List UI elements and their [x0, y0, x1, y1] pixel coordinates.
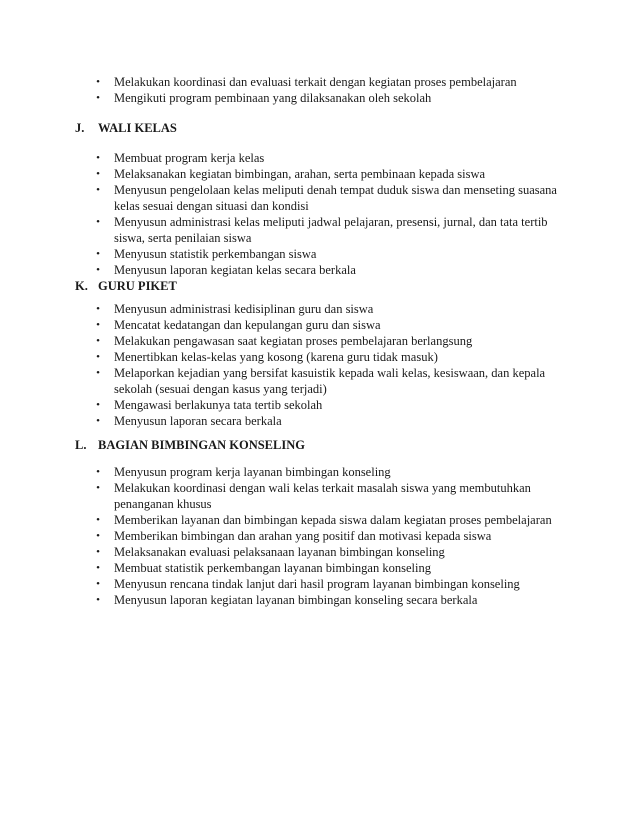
intro-list — [0, 74, 638, 106]
section-heading-guru-piket — [0, 278, 638, 294]
section-list-bimbingan-konseling — [0, 464, 638, 608]
bullet-icon: • — [96, 466, 100, 478]
list-item-text: Mengikuti program pembinaan yang dilaksanakan oleh sekolah — [114, 91, 432, 105]
list-item-text: Menyusun rencana tindak lanjut dari hasil program layanan bimbingan konseling — [114, 577, 520, 591]
section-letter: K. — [75, 279, 88, 293]
list-item-text: Menertibkan kelas-kelas yang kosong (karena guru tidak masuk) — [114, 350, 438, 364]
list-item-text: Menyusun administrasi kelas meliputi jadwal pelajaran, presensi, jurnal, dan tata tertib siswa, serta penilaian siswa — [114, 215, 548, 245]
list-item-text: Melaksanakan evaluasi pelaksanaan layanan bimbingan konseling — [114, 545, 445, 559]
list-item — [0, 349, 638, 365]
bullet-icon: • — [96, 594, 100, 606]
list-item-text: Memberikan bimbingan dan arahan yang positif dan motivasi kepada siswa — [114, 529, 492, 543]
list-item-text: Menyusun statistik perkembangan siswa — [114, 247, 317, 261]
section-heading-bimbingan-konseling — [0, 437, 638, 453]
list-item — [0, 576, 638, 592]
list-item-text: Membuat program kerja kelas — [114, 151, 265, 165]
list-item-text: Memberikan layanan dan bimbingan kepada siswa dalam kegiatan proses pembelajaran — [114, 513, 552, 527]
bullet-icon: • — [96, 514, 100, 526]
list-item-text: Melakukan pengawasan saat kegiatan proses pembelajaran berlangsung — [114, 334, 473, 348]
list-item-text: Menyusun administrasi kedisiplinan guru dan siswa — [114, 302, 374, 316]
list-item-text: Mengawasi berlakunya tata tertib sekolah — [114, 398, 323, 412]
bullet-icon: • — [96, 415, 100, 427]
list-item — [0, 301, 638, 317]
bullet-icon: • — [96, 319, 100, 331]
list-item-text: Menyusun laporan secara berkala — [114, 414, 282, 428]
section-letter: L. — [75, 438, 87, 452]
list-item — [0, 90, 638, 106]
list-item-text: Menyusun laporan kegiatan kelas secara berkala — [114, 263, 356, 277]
list-item — [0, 464, 638, 480]
section-heading-wali-kelas — [0, 120, 638, 136]
section-title: GURU PIKET — [98, 279, 177, 293]
list-item — [0, 480, 638, 512]
list-item-text: Melaksanakan kegiatan bimbingan, arahan, serta pembinaan kepada siswa — [114, 167, 486, 181]
list-item — [0, 544, 638, 560]
list-item-text: Melakukan koordinasi dengan wali kelas terkait masalah siswa yang membutuhkan penanganan khusus — [114, 481, 531, 511]
list-item — [0, 317, 638, 333]
list-item — [0, 150, 638, 166]
section-letter: J. — [75, 121, 85, 135]
list-item — [0, 74, 638, 90]
list-item-text: Membuat statistik perkembangan layanan bimbingan konseling — [114, 561, 431, 575]
bullet-icon: • — [96, 530, 100, 542]
bullet-icon: • — [96, 216, 100, 228]
list-item — [0, 512, 638, 528]
bullet-icon: • — [96, 264, 100, 276]
bullet-icon: • — [96, 184, 100, 196]
bullet-icon: • — [96, 578, 100, 590]
list-item — [0, 592, 638, 608]
bullet-icon: • — [96, 76, 100, 88]
section-list-guru-piket — [0, 301, 638, 429]
list-item — [0, 365, 638, 397]
bullet-icon: • — [96, 303, 100, 315]
bullet-icon: • — [96, 248, 100, 260]
bullet-icon: • — [96, 335, 100, 347]
bullet-icon: • — [96, 152, 100, 164]
bullet-icon: • — [96, 399, 100, 411]
list-item — [0, 528, 638, 544]
list-item-text: Menyusun program kerja layanan bimbingan konseling — [114, 465, 391, 479]
list-item — [0, 262, 638, 278]
list-item — [0, 214, 638, 246]
list-item — [0, 166, 638, 182]
list-item — [0, 246, 638, 262]
list-item — [0, 333, 638, 349]
list-item-text: Menyusun pengelolaan kelas meliputi denah tempat duduk siswa dan menseting suasana kelas sesuai dengan situasi dan kondisi — [114, 183, 557, 213]
bullet-icon: • — [96, 546, 100, 558]
list-item-text: Melaporkan kejadian yang bersifat kasuistik kepada wali kelas, kesiswaan, dan kepala sekolah (sesuai dengan kasus yang terjadi) — [114, 366, 546, 396]
bullet-icon: • — [96, 92, 100, 104]
list-item — [0, 397, 638, 413]
bullet-icon: • — [96, 168, 100, 180]
list-item — [0, 560, 638, 576]
bullet-icon: • — [96, 562, 100, 574]
list-item-text: Mencatat kedatangan dan kepulangan guru dan siswa — [114, 318, 381, 332]
bullet-icon: • — [96, 367, 100, 379]
list-item-text: Melakukan koordinasi dan evaluasi terkait dengan kegiatan proses pembelajaran — [114, 75, 517, 89]
bullet-icon: • — [96, 482, 100, 494]
section-title: BAGIAN BIMBINGAN KONSELING — [98, 438, 305, 452]
list-item — [0, 182, 638, 214]
section-title: WALI KELAS — [98, 121, 177, 135]
list-item-text: Menyusun laporan kegiatan layanan bimbingan konseling secara berkala — [114, 593, 478, 607]
bullet-icon: • — [96, 351, 100, 363]
list-item — [0, 413, 638, 429]
section-list-wali-kelas — [0, 150, 638, 278]
